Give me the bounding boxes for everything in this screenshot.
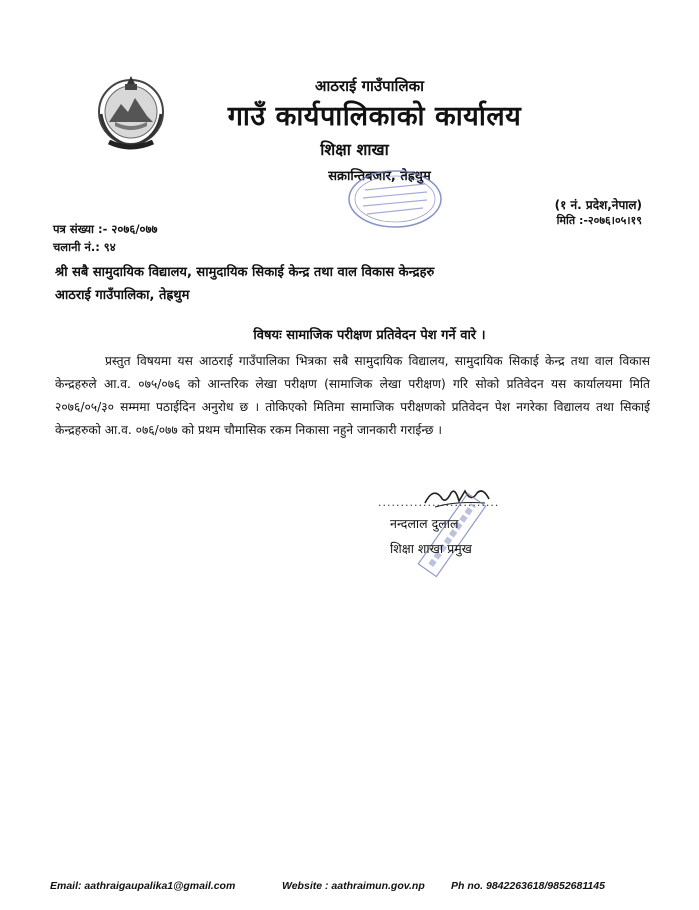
dispatch-number: चलानी नं.: ९४ (53, 240, 116, 254)
municipality-name: आठराई गाउँपालिका (314, 77, 425, 95)
reference-number: पत्र संख्या :- २०७६/०७७ (53, 222, 158, 236)
signature-line: ........................... (378, 496, 500, 509)
letter-date: मिति :-२०७६।०५।१९ (556, 214, 642, 227)
province-label: (१ नं. प्रदेश,नेपाल) (554, 198, 642, 212)
office-title: गाउँ कार्यपालिकाको कार्यालय (227, 101, 522, 132)
recipient-line-2: आठराई गाउँपालिका, तेह्रथुम (55, 288, 190, 303)
office-address: सक्रान्तिबजार, तेह्रथुम (328, 169, 431, 184)
office-stamp (345, 168, 445, 230)
signatory-stamp (405, 490, 500, 580)
footer-website: Website : aathraimun.gov.np (282, 880, 425, 892)
footer-phone: Ph no. 9842263618/9852681145 (451, 880, 605, 892)
section-name: शिक्षा शाखा (320, 140, 389, 159)
footer-email: Email: aathraigaupalika1@gmail.com (50, 880, 236, 892)
signatory-title: शिक्षा शाखा प्रमुख (390, 541, 472, 556)
recipient-line-1: श्री सबै सामुदायिक विद्यालय, सामुदायिक सिकाई केन्द्र तथा वाल विकास केन्द्रहरु (55, 265, 435, 280)
letter-body: प्रस्तुत विषयमा यस आठराई गाउँपालिका भित्रका सबै सामुदायिक विद्यालय, सामुदायिक सिकाई केन्द्र तथा वाल विकास केन्द्रहरुले आ.व. ०७५/०७६ को आन्तरिक लेखा परीक्षण (सामाजिक लेखा परीक्षण) गरि सोको प्रतिवेदन यस कार्यालयमा मिति २०७६/०५/३० सम्ममा पठाईदिन अनुरोध छ । तोकिएको मितिमा सामाजिक परीक्षणको प्रतिवेदन पेश नगरेका विद्यालय तथा सिकाई केन्द्रहरुको आ.व. ०७६/०७७ को प्रथम चौमासिक रकम निकासा नहुने जानकारी गराईन्छ । (55, 354, 650, 437)
letter-subject: विषयः सामाजिक परीक्षण प्रतिवेदन पेश गर्ने वारे । (253, 328, 486, 343)
signatory-name: नन्दलाल दुलाल (390, 516, 459, 531)
